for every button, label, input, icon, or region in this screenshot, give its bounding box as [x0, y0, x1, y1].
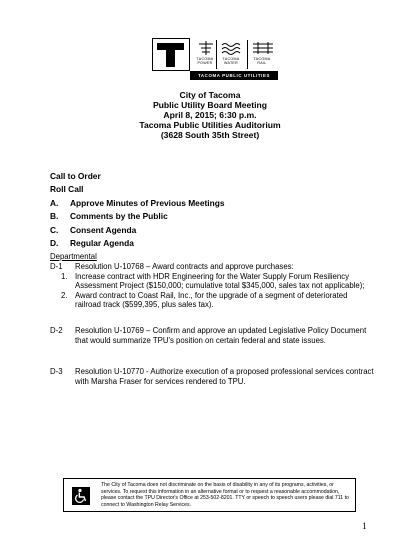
departmental-heading: Departmental — [50, 252, 97, 261]
sub-item-text: Award contract to Coast Rail, Inc., for the upgrade of a segment of deteriorated railroad track ($599,395, plus sales tax). — [75, 290, 348, 310]
notice-text: The City of Tacoma does not discriminate on the basis of disability in any of its programs, activities, or services. To request this information in an alternative format or to request a reasonable accommodation, please contact the TPU Director's Office at 253-502-8201. TTY or speech to speech users please dial 711 to connect to Washington Relay Services. — [101, 482, 349, 508]
call-to-order: Call to Order — [50, 171, 101, 181]
logo-unit-rail: TACOMA RAIL — [253, 57, 271, 66]
item-text: Resolution U-10770 - Authorize execution of a proposed professional services contract with Marsha Fraser for services rendered to TPU. — [75, 367, 374, 386]
tacoma-t-logo-icon — [152, 38, 190, 71]
agenda-item-d3 — [50, 367, 380, 386]
item-number: D-2 — [50, 326, 63, 335]
agenda-item-d1 — [50, 262, 380, 310]
logo-unit-water: TACOMA WATER — [222, 57, 240, 66]
sub-item-number: 2. — [61, 290, 68, 300]
rail-track-icon — [252, 41, 274, 55]
agenda-section-d: D. Regular Agenda — [50, 238, 134, 249]
sub-item — [61, 290, 375, 310]
roll-call: Roll Call — [50, 184, 84, 195]
agenda-headings — [50, 170, 390, 250]
water-waves-icon — [221, 41, 243, 55]
header-line: Public Utility Board Meeting — [152, 100, 268, 110]
agenda-item-d2 — [50, 326, 380, 345]
wheelchair-icon — [72, 487, 90, 505]
header-line: Tacoma Public Utilities Auditorium — [139, 120, 281, 130]
item-number: D-3 — [50, 367, 63, 376]
agenda-section-a: A. Approve Minutes of Previous Meetings — [50, 197, 225, 208]
sub-item — [61, 271, 375, 291]
item-number: D-1 — [50, 262, 63, 271]
sub-item-number: 1. — [61, 271, 68, 281]
sub-item-text: Increase contract with HDR Engineering for the Water Supply Forum Resiliency Assessment Project ($150,000; cumulative total $345,000, sales tax not applicable); — [75, 271, 365, 291]
item-text: Resolution U-10769 – Confirm and approve an updated Legislative Policy Document that would summarize TPU's position on certain federal and state issues. — [75, 326, 367, 345]
agenda-section-b: B. Comments by the Public — [50, 211, 168, 222]
header-line: April 8, 2015; 6:30 p.m. — [163, 110, 257, 120]
tpu-logo — [152, 38, 278, 80]
power-lines-icon — [195, 41, 217, 55]
logo-band: TACOMA PUBLIC UTILITIES — [190, 71, 278, 80]
meeting-header — [0, 90, 420, 140]
item-text: Resolution U-10768 – Award contracts and approve purchases: — [75, 262, 294, 271]
agenda-section-c: C. Consent Agenda — [50, 224, 137, 235]
header-line: City of Tacoma — [179, 90, 241, 100]
page-number: 1 — [362, 522, 367, 532]
header-line: (3628 South 35th Street) — [160, 130, 260, 140]
accessibility-notice — [63, 478, 356, 512]
logo-unit-power: TACOMA POWER — [196, 57, 214, 66]
